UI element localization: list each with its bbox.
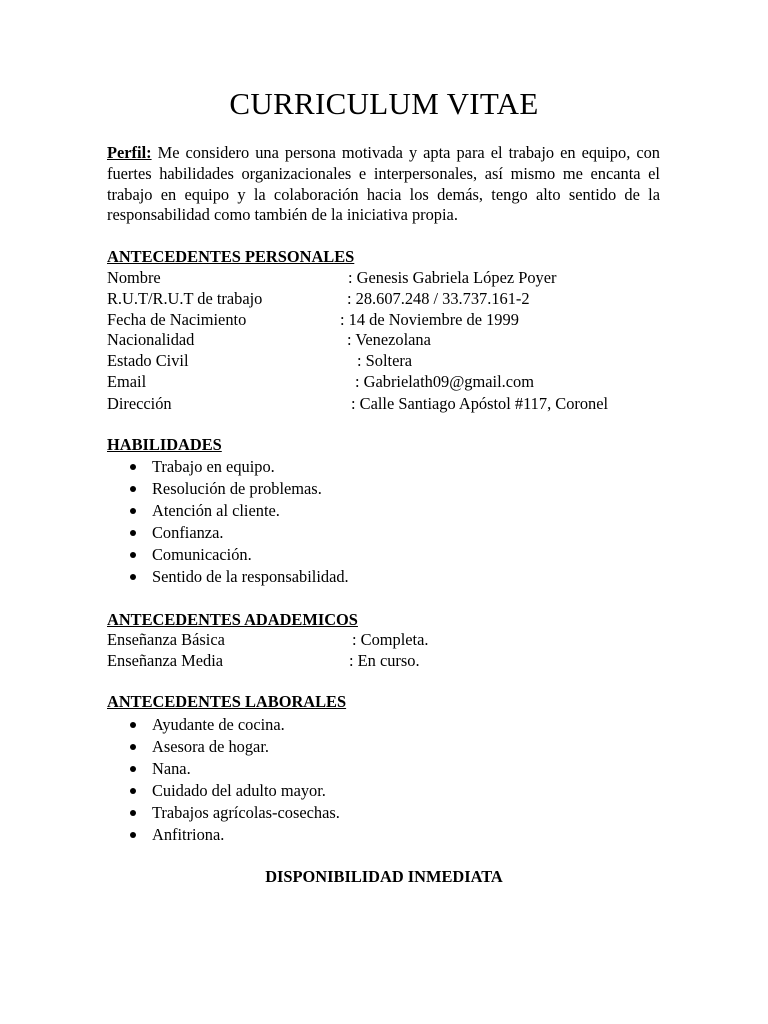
bullet-icon [130,744,136,750]
academic-row-secondary [107,651,667,672]
personal-value-email: : Gabrielath09@gmail.com [355,372,534,391]
list-item [107,758,340,780]
personal-row-birthdate [107,310,667,331]
list-item [107,478,349,500]
document-title: CURRICULUM VITAE [229,86,539,121]
list-item [107,522,349,544]
work-text: Trabajos agrícolas-cosechas. [152,803,340,822]
personal-label-email: Email [107,372,147,391]
personal-value-civil-status: : Soltera [357,351,413,370]
work-text: Nana. [152,759,191,778]
personal-value-birthdate: : 14 de Noviembre de 1999 [340,310,519,329]
bullet-icon [130,486,136,492]
bullet-icon [130,722,136,728]
profile-paragraph [107,143,660,226]
bullet-icon [130,788,136,794]
work-text: Ayudante de cocina. [152,715,285,734]
profile-text: Me considero una persona motivada y apta para el trabajo en equipo, con fuertes habilidades organizacionales e interpersonales, así mismo me encanta el trabajo en equipo y la colaboración hacia los demás, tengo alto sentido de la responsabilidad como también de la iniciativa propia. [107,143,660,225]
availability-note: DISPONIBILIDAD INMEDIATA [265,867,503,886]
bullet-icon [130,832,136,838]
profile-label: Perfil: [107,143,152,162]
personal-row-address [107,394,667,415]
personal-value-nationality: : Venezolana [347,330,431,349]
personal-row-nationality [107,330,667,351]
academic-heading: ANTECEDENTES ADADEMICOS [107,610,358,629]
skill-text: Atención al cliente. [152,501,280,520]
skills-heading: HABILIDADES [107,435,222,454]
skill-text: Sentido de la responsabilidad. [152,567,349,586]
skill-text: Trabajo en equipo. [152,457,275,476]
personal-value-rut: : 28.607.248 / 33.737.161-2 [347,289,530,308]
personal-label-nationality: Nacionalidad [107,330,195,349]
list-item [107,566,349,588]
academic-row-basic [107,630,667,651]
list-item [107,780,340,802]
academic-value-secondary: : En curso. [349,651,420,670]
list-item [107,736,340,758]
list-item [107,500,349,522]
personal-value-name: : Genesis Gabriela López Poyer [348,268,557,287]
personal-heading: ANTECEDENTES PERSONALES [107,247,355,266]
list-item [107,802,340,824]
personal-value-address: : Calle Santiago Apóstol #117, Coronel [351,394,609,413]
work-text: Cuidado del adulto mayor. [152,781,326,800]
personal-label-name: Nombre [107,268,161,287]
academic-label-secondary: Enseñanza Media [107,651,224,670]
academic-value-basic: : Completa. [352,630,429,649]
bullet-icon [130,508,136,514]
personal-row-name [107,268,667,289]
skill-text: Confianza. [152,523,224,542]
work-text: Anfitriona. [152,825,225,844]
personal-row-rut [107,289,667,310]
bullet-icon [130,552,136,558]
bullet-icon [130,766,136,772]
bullet-icon [130,810,136,816]
work-list [107,714,340,846]
list-item [107,824,340,846]
personal-row-email [107,372,667,393]
list-item [107,456,349,478]
skills-list [107,456,349,588]
personal-label-birthdate: Fecha de Nacimiento [107,310,247,329]
academic-label-basic: Enseñanza Básica [107,630,225,649]
bullet-icon [130,530,136,536]
list-item [107,544,349,566]
skill-text: Resolución de problemas. [152,479,322,498]
bullet-icon [130,574,136,580]
personal-label-civil-status: Estado Civil [107,351,189,370]
work-text: Asesora de hogar. [152,737,269,756]
personal-label-rut: R.U.T/R.U.T de trabajo [107,289,263,308]
personal-label-address: Dirección [107,394,172,413]
personal-row-civil-status [107,351,667,372]
work-heading: ANTECEDENTES LABORALES [107,692,347,711]
list-item [107,714,340,736]
skill-text: Comunicación. [152,545,252,564]
bullet-icon [130,464,136,470]
